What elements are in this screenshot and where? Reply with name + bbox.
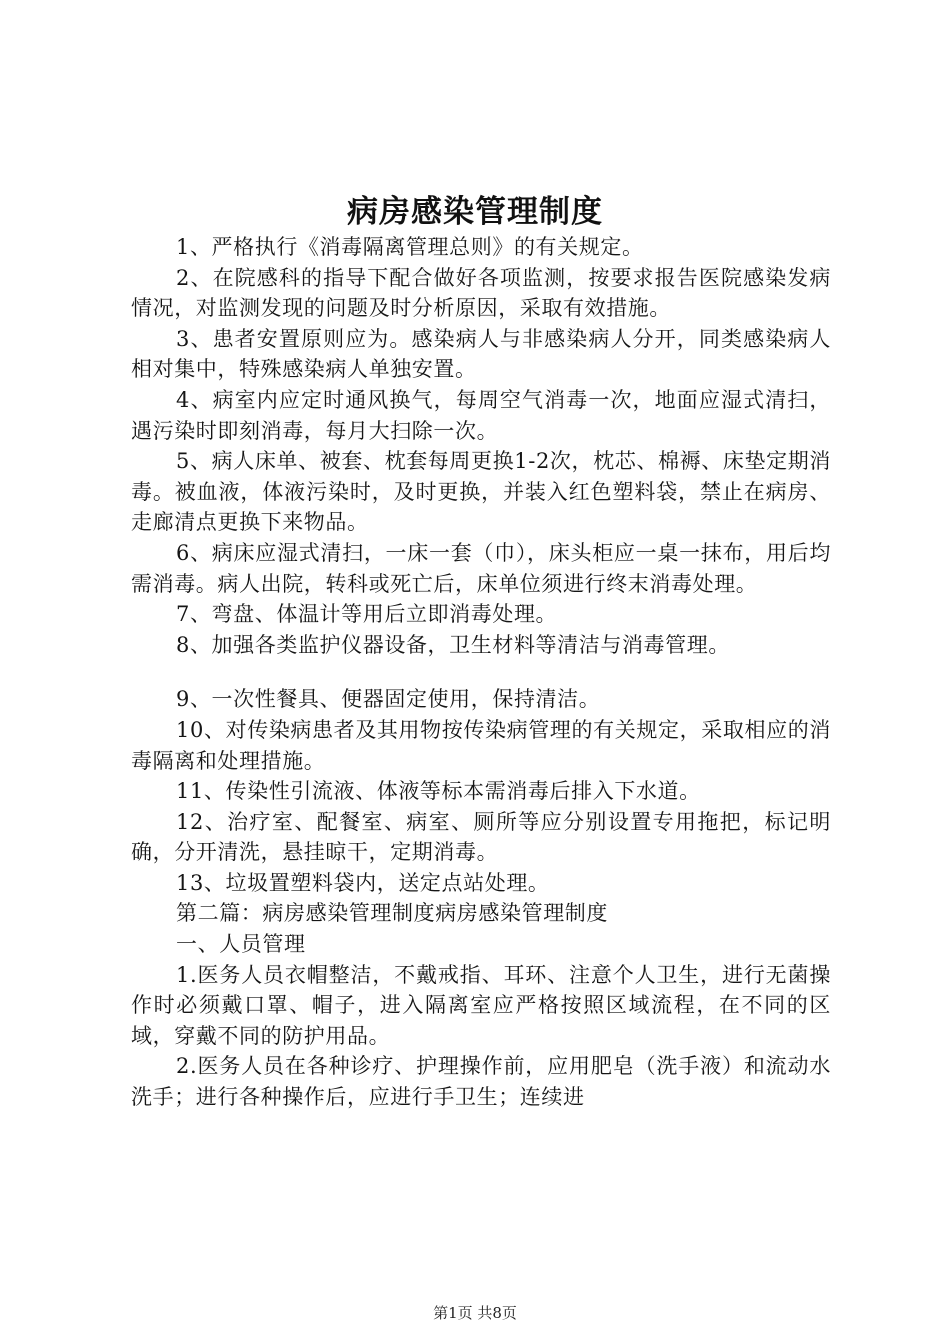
paragraph-3: 3、患者安置原则应为。感染病人与非感染病人分开，同类感染病人相对集中，特殊感染病人单独安置。 [131,326,831,382]
section-heading-part2: 第二篇：病房感染管理制度病房感染管理制度 [176,901,608,926]
paragraph-7: 7、弯盘、体温计等用后立即消毒处理。 [176,602,558,627]
paragraph-staff-1: 1.医务人员衣帽整洁，不戴戒指、耳环、注意个人卫生，进行无菌操作时必须戴口罩、帽子，进入隔离室应严格按照区域流程，在不同的区域，穿戴不同的防护用品。 [131,962,831,1048]
paragraph-13: 13、垃圾置塑料袋内，送定点站处理。 [176,870,550,895]
paragraph-6: 6、病床应湿式清扫，一床一套（巾），床头柜应一桌一抹布，用后均需消毒。病人出院，转科或死亡后，床单位须进行终末消毒处理。 [131,540,831,596]
paragraph-11: 11、传染性引流液、体液等标本需消毒后排入下水道。 [176,779,701,804]
paragraph-1: 1、严格执行《消毒隔离管理总则》的有关规定。 [176,235,644,259]
paragraph-staff-2: 2.医务人员在各种诊疗、护理操作前，应用肥皂（洗手液）和流动水洗手；进行各种操作后，应进行手卫生；连续进 [131,1054,831,1110]
document-title: 病房感染管理制度 [347,194,603,230]
document-body [131,232,831,1113]
paragraph-9: 9、一次性餐具、便器固定使用，保持清洁。 [176,687,601,712]
paragraph-10: 10、对传染病患者及其用物按传染病管理的有关规定，采取相应的消毒隔离和处理措施。 [131,717,831,773]
paragraph-8: 8、加强各类监护仪器设备，卫生材料等清洁与消毒管理。 [176,632,730,657]
section-heading-personnel: 一、人员管理 [176,932,306,957]
paragraph-2: 2、在院感科的指导下配合做好各项监测，按要求报告医院感染发病情况，对监测发现的问题及时分析原因，采取有效措施。 [131,265,831,321]
paragraph-5: 5、病人床单、被套、枕套每周更换1-2次，枕芯、棉褥、床垫定期消毒。被血液，体液污染时，及时更换，并装入红色塑料袋，禁止在病房、走廊清点更换下来物品。 [131,449,831,535]
page-number-footer: 第1页 共8页 [433,1304,517,1322]
paragraph-4: 4、病室内应定时通风换气，每周空气消毒一次，地面应湿式清扫，遇污染时即刻消毒，每月大扫除一次。 [131,387,831,443]
paragraph-12: 12、治疗室、配餐室、病室、厕所等应分别设置专用拖把，标记明确，分开清洗，悬挂晾干，定期消毒。 [131,809,831,865]
